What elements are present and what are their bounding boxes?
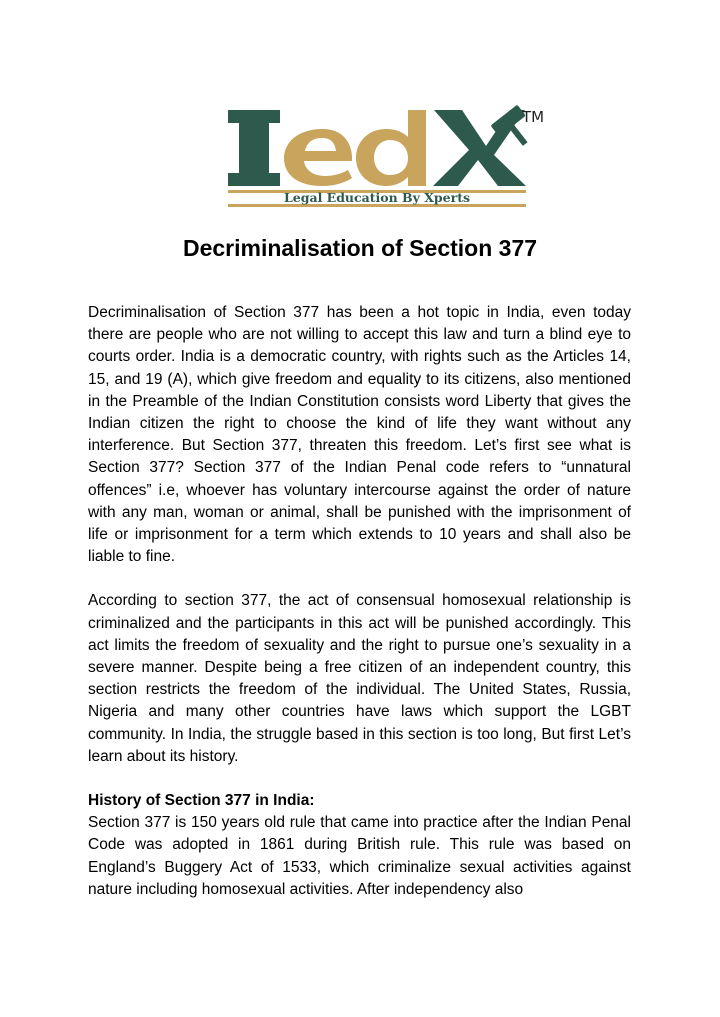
paragraph-history: Section 377 is 150 years old rule that came into practice after the Indian Penal Code was adopted in 1861 during British rule. This rule was based on England’s Buggery Act of 1533, which criminalize sexual activities against nature including homosexual activities. After independency also	[88, 814, 631, 898]
logo-tagline: Legal Education By Xperts	[283, 190, 471, 205]
document-title: Decriminalisation of Section 377	[182, 235, 538, 261]
paragraph-intro: Decriminalisation of Section 377 has been a hot topic in India, even today there are people who are not willing to accept this law and turn a blind eye to courts order. India is a democratic country, with rights such as the Articles 14, 15, and 19 (A), which give freedom and equality to its citizens, also mentioned in the Preamble of the Indian Constitution consists word Liberty that gives the Indian citizen the right to choose the kind of life they want without any interference. But Section 377, threaten this freedom. Let’s first see what is Section 377? Section 377 of the Indian Penal code refers to “unnatural offences” i.e, whoever has voluntary intercourse against the order of nature with any man, woman or animal, shall be punished with the imprisonment of life or imprisonment for a term which extends to 10 years and shall also be liable to fine.	[88, 304, 631, 566]
paragraph-section-377-effects: According to section 377, the act of consensual homosexual relationship is criminalized and the participants in this act will be punished accordingly. This act limits the freedom of sexuality and the right to pursue one’s sexuality in a severe manner. Despite being a free citizen of an independent country, this section restricts the freedom of the individual. The United States, Russia, Nigeria and many other countries have laws which support the LGBT community. In India, the struggle based in this section is too long, But first Let’s learn about its history.	[88, 592, 631, 765]
history-heading: History of Section 377 in India:	[88, 792, 315, 810]
paragraph-spacer	[88, 568, 631, 590]
trademark-symbol: TM	[522, 108, 545, 126]
paragraph-spacer	[88, 768, 631, 790]
document-body	[88, 302, 631, 901]
ledx-logo	[222, 100, 562, 215]
